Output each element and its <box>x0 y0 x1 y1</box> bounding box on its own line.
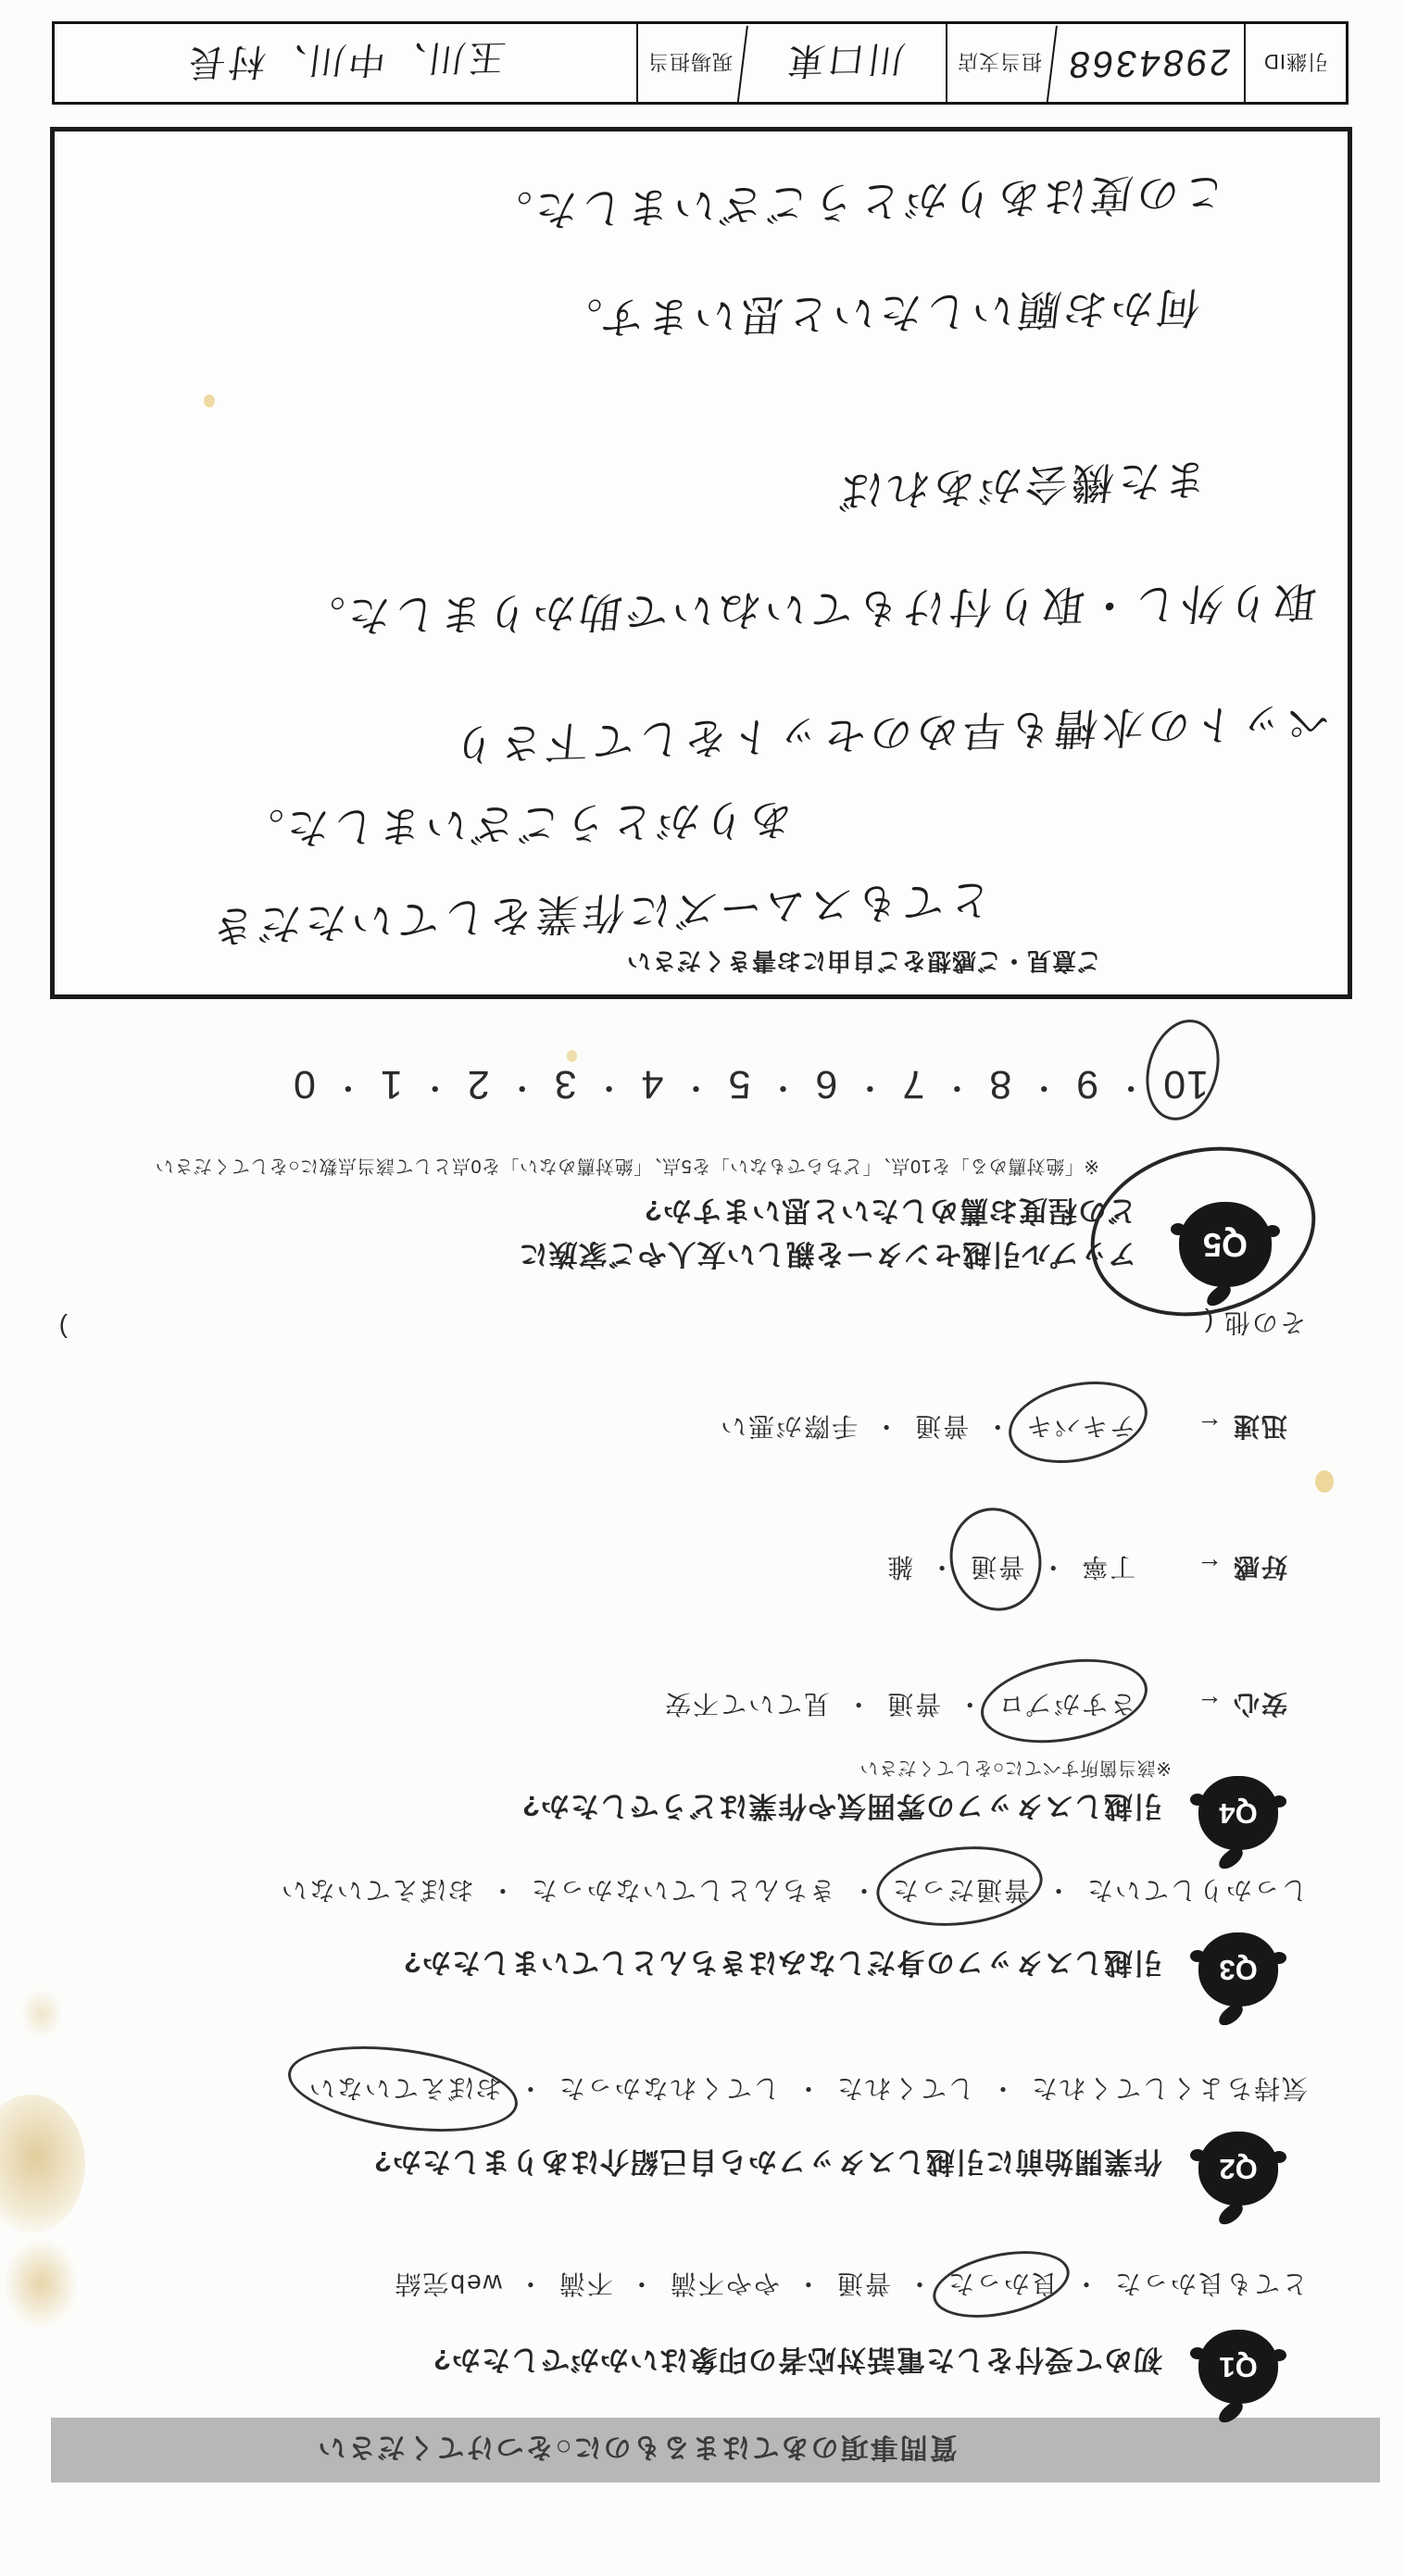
score: 2 <box>466 1062 490 1107</box>
option-separator: ・ <box>848 1876 877 1905</box>
handwritten-comment-line: 何かお願いしたいと思います。 <box>552 282 1203 344</box>
q2-badge-icon <box>1198 2132 1278 2206</box>
nps-scale <box>293 1061 1209 1113</box>
q2-title: 作業開始前に引越しスタッフから自己紹介はありましたか? <box>373 2145 1162 2178</box>
handwritten-comment-line: 取り外し・取り付けもていねいで助かりました。 <box>295 578 1320 641</box>
q3-options <box>280 1873 1308 1910</box>
handwritten-comment-line: ペットの水槽も早めのセットをして下さり <box>446 697 1332 769</box>
option-separator: ・ <box>927 1553 956 1582</box>
q4-badge-label: Q4 <box>1219 1797 1258 1830</box>
q4-row-kokan <box>885 1550 1287 1587</box>
q4-row-label: 好感 ← <box>1195 1553 1287 1582</box>
option-separator: ・ <box>793 2074 822 2103</box>
option-separator: ・ <box>987 2074 1016 2103</box>
q4-option: 普通 <box>913 1412 970 1441</box>
q2-option: してくれなかった <box>557 2074 780 2103</box>
q4-row-label: 迅速 ← <box>1195 1412 1287 1441</box>
q4-option-selected: さすがプロ <box>997 1687 1135 1724</box>
q1-options <box>393 2267 1308 2304</box>
q1-option: 普通 <box>834 2270 891 2298</box>
handover-id-label: 引継ID <box>1244 24 1346 102</box>
q4-note: ※該当箇所すべてに○をしてください <box>859 1757 1172 1778</box>
instruction-bar-text: 質問事項のあてはまるものに○をつけてください <box>316 2432 958 2462</box>
q4-row-label: 安心 ← <box>1195 1690 1287 1719</box>
q1-option-selected: 良かった <box>947 2267 1058 2304</box>
scale-separator: ・ <box>331 1069 364 1105</box>
scale-separator: ・ <box>853 1069 886 1105</box>
score: 4 <box>640 1062 664 1107</box>
option-separator: ・ <box>1071 2270 1099 2298</box>
scale-separator: ・ <box>418 1069 451 1105</box>
q1-option: やや不満 <box>668 2270 780 2298</box>
q4-option: 普通 <box>885 1690 942 1719</box>
q5-badge-icon <box>1179 1202 1272 1287</box>
q4-other-label: その他 ( <box>1202 1308 1306 1337</box>
option-separator: ・ <box>626 2270 655 2298</box>
score: 5 <box>727 1062 751 1107</box>
option-separator: ・ <box>983 1412 1011 1441</box>
score: 6 <box>814 1062 838 1107</box>
option-separator: ・ <box>844 1690 872 1719</box>
q2-options <box>307 2071 1308 2108</box>
q4-title: 引越しスタッフの雰囲気や作業はどうでしたか? <box>521 1790 1162 1822</box>
q1-badge-label: Q1 <box>1219 2351 1258 2383</box>
q1-option: とても良かった <box>1112 2270 1308 2298</box>
score: 1 <box>379 1062 403 1107</box>
q4-option-selected: テキパキ <box>1024 1409 1135 1446</box>
q4-option-selected: 普通 <box>969 1550 1024 1587</box>
scale-separator: ・ <box>592 1069 625 1105</box>
q3-option: きちんとしていなかった <box>529 1876 835 1905</box>
option-separator: ・ <box>872 1412 900 1441</box>
q3-badge-label: Q3 <box>1219 1954 1258 1986</box>
handover-id-value: 2984368 <box>1047 22 1249 104</box>
q3-option: しっかりしていた <box>1085 1876 1308 1905</box>
q1-title: 初めて受付をした電話対応者の印象はいかがでしたか? <box>433 2344 1162 2376</box>
branch-label: 担当支店 <box>946 24 1051 102</box>
score: 7 <box>901 1062 925 1107</box>
staff-info-table <box>52 21 1349 105</box>
comment-box-label: ご意見・ご感想をご自由にお書きください <box>625 947 1101 975</box>
q5-title-line2: どの程度お薦めしたいと思いますか? <box>644 1194 1136 1227</box>
q4-badge-icon <box>1198 1776 1278 1850</box>
branch-value: 川口東 <box>737 22 951 104</box>
score: 8 <box>988 1062 1012 1107</box>
scale-separator: ・ <box>505 1069 538 1105</box>
handwritten-comment-line: とてもスムーズに作業をしていただき <box>206 875 994 951</box>
scale-separator: ・ <box>940 1069 973 1105</box>
q1-option: 不満 <box>557 2270 613 2298</box>
q3-option: おぼえていない <box>279 1876 474 1905</box>
q2-badge-label: Q2 <box>1219 2153 1258 2185</box>
site-staff-label: 現場担当 <box>636 24 742 102</box>
instruction-bar <box>51 2418 1380 2482</box>
q2-option: してくれた <box>834 2074 974 2103</box>
q1-option: web完結 <box>393 2270 502 2298</box>
q4-row-anshin <box>663 1687 1287 1724</box>
q5-badge-label: Q5 <box>1202 1226 1248 1264</box>
score: 0 <box>292 1062 316 1107</box>
scale-separator: ・ <box>1114 1069 1148 1105</box>
option-separator: ・ <box>487 1876 516 1905</box>
option-separator: ・ <box>793 2270 822 2298</box>
option-separator: ・ <box>1038 1553 1067 1582</box>
option-separator: ・ <box>515 2270 544 2298</box>
scale-separator: ・ <box>679 1069 712 1105</box>
handwritten-comment-line: この度はありがとうございました。 <box>482 168 1228 236</box>
option-separator: ・ <box>515 2074 544 2103</box>
q2-option-selected: おぼえていない <box>307 2071 502 2108</box>
scale-separator: ・ <box>766 1069 799 1105</box>
q4-option: 丁寧 <box>1080 1553 1136 1582</box>
q2-option: 気持ちよくしてくれた <box>1029 2074 1308 2103</box>
q5-note: ※「絶対薦める」を10点、「どちらでもない」を5点、「絶対薦めない」を0点として該当点数に○をしてください <box>155 1156 1099 1176</box>
q5-title-line1: アップル引越センターを親しい友人やご家族に <box>518 1238 1136 1270</box>
q3-option-selected: 普通だった <box>891 1873 1030 1910</box>
comment-box <box>50 127 1352 999</box>
site-staff-value: 玉川、中川、村長 <box>183 36 508 83</box>
handwritten-comment-line: ありがとうございました。 <box>233 794 796 854</box>
scale-separator: ・ <box>1027 1069 1060 1105</box>
score-selected: 10 <box>1162 1062 1209 1107</box>
option-separator: ・ <box>1043 1876 1072 1905</box>
q1-badge-icon <box>1198 2330 1278 2404</box>
q3-badge-icon <box>1198 1932 1278 2007</box>
option-separator: ・ <box>904 2270 933 2298</box>
q4-row-jinsoku <box>719 1409 1287 1446</box>
score: 3 <box>553 1062 577 1107</box>
q4-option: 雑 <box>885 1553 914 1582</box>
q4-option: 見ていて不安 <box>663 1690 831 1719</box>
q3-title: 引越しスタッフの身だしなみはきちんとしていましたか? <box>403 1946 1162 1979</box>
q4-option: 手際が悪い <box>719 1412 859 1441</box>
score: 9 <box>1075 1062 1099 1107</box>
q4-other-close-paren: ) <box>56 1314 68 1343</box>
handwritten-comment-line: また機会があれば <box>834 454 1210 517</box>
option-separator: ・ <box>955 1690 984 1719</box>
